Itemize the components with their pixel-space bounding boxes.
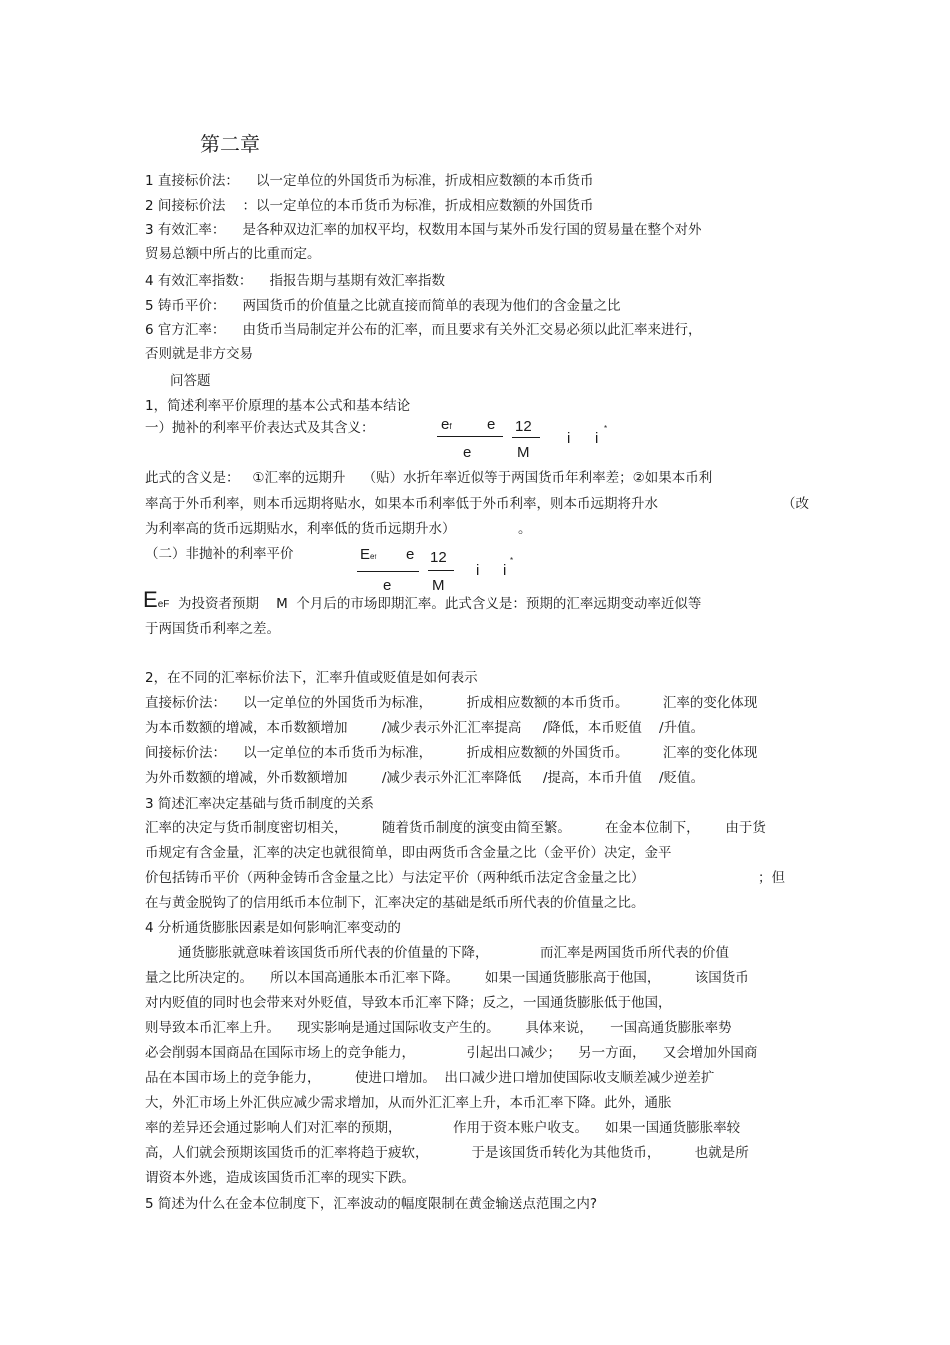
definition-effective-rate: 3 有效汇率： 是各种双边汇率的加权平均，权数用本国与某外币发行国的贸易量在整个对外 [145,222,702,238]
answer-text: 汇率的决定与货币制度密切相关， 随着货币制度的演变由简至繁。 在金本位制下， 由于货 [145,820,766,836]
formula-term: 12 [430,549,447,566]
answer-text: 为利率高的货币远期贴水，利率低的货币远期升水） [145,521,456,537]
fraction-bar [437,436,503,437]
formula-term: e [463,444,472,461]
formula-term: M [432,577,445,594]
question-3: 3 简述汇率决定基础与货币制度的关系 [145,796,374,812]
question-4: 4 分析通货膨胀因素是如何影响汇率变动的 [145,920,401,936]
answer-text: 币规定有含金量，汇率的决定也就很简单，即由两货币含金量之比（金平价）决定，金平 [145,845,672,861]
answer-text: 必会削弱本国商品在国际市场上的竞争能力， 引起出口减少； 另一方面， 又会增加外国商 [145,1045,758,1061]
answer-text: 为投资者预期 M 个月后的市场即期汇率。此式含义是：预期的汇率远期变动率近似等 [178,596,702,612]
answer-text: 高，人们就会预期该国货币的汇率将趋于疲软， 于是该国货币转化为其他货币， 也就是所 [145,1145,749,1161]
answer-text: 于两国货币利率之差。 [145,621,280,637]
formula-term: e [487,416,496,433]
answer-text: 量之比所决定的。 所以本国高通胀本币汇率下降。 如果一国通货膨胀高于他国， 该国货币 [145,970,749,986]
definition-effective-index: 4 有效汇率指数： 指报告期与基期有效汇率指数 [145,273,446,289]
expected-rate-symbol: EeF [143,587,170,612]
definition-official-rate-cont: 否则就是非方交易 [145,346,253,362]
formula-term: * [510,556,514,565]
answer-text: ；但 [758,870,785,886]
answer-text: 直接标价法： 以一定单位的外国货币为标准， 折成相应数额的本币货币。 汇率的变化体现 [145,695,758,711]
answer-text: 价包括铸币平价（两种金铸币含金量之比）与法定平价（两种纸币法定含金量之比） [145,870,645,886]
formula-term: e [383,577,392,594]
formula-term: i [476,562,480,579]
answer-text: 率高于外币利率，则本币远期将贴水，如果本币利率低于外币利率，则本币远期将升水 [145,496,658,512]
answer-text: 。 [518,521,532,537]
question-1: 1，简述利率平价原理的基本公式和基本结论 [145,398,411,414]
formula-term: ef [441,416,452,433]
formula-term: 12 [515,418,532,435]
fraction-bar [428,570,454,571]
answer-text: 谓资本外逃，造成该国货币汇率的现实下跌。 [145,1170,415,1186]
definition-indirect-quotation: 2 间接标价法 ：以一定单位的本币货币为标准，折成相应数额的外国货币 [145,198,594,214]
answer-text: 对内贬值的同时也会带来对外贬值，导致本币汇率下降；反之，一国通货膨胀低于他国， [145,995,672,1011]
question-5: 5 简述为什么在金本位制度下，汇率波动的幅度限制在黄金输送点范围之内? [145,1196,598,1212]
formula-term: i [503,562,507,579]
section-heading-qa: 问答题 [170,373,211,389]
uncovered-parity-heading: （二）非抛补的利率平价 [145,546,294,562]
answer-text: （改 [782,496,809,512]
formula-term: i [567,430,571,447]
definition-official-rate: 6 官方汇率： 由货币当局制定并公布的汇率，而且要求有关外汇交易必须以此汇率来进行， [145,322,702,338]
formula-term: M [517,444,530,461]
answer-text: 为外币数额的增减，外币数额增加 /减少表示外汇汇率降低 /提高，本币升值 /贬值。 [145,770,705,786]
answer-text: 在与黄金脱钩了的信用纸币本位制下，汇率决定的基础是纸币所代表的价值量之比。 [145,895,645,911]
fraction-bar [512,437,540,438]
question-2: 2，在不同的汇率标价法下，汇率升值或贬值是如何表示 [145,670,478,686]
formula-term: Eef [360,546,377,563]
answer-text: 大，外汇市场上外汇供应减少需求增加，从而外汇汇率上升，本币汇率下降。此外，通胀 [145,1095,672,1111]
fraction-bar [357,571,419,572]
answer-text: 品在本国市场上的竞争能力， 使进口增加。 出口减少进口增加使国际收支顺差减少逆差扩 [145,1070,715,1086]
definition-mint-parity: 5 铸币平价： 两国货币的价值量之比就直接而简单的表现为他们的含金量之比 [145,298,621,314]
formula-term: * [604,424,608,433]
formula-term: i [595,430,599,447]
chapter-title: 第二章 [200,132,260,156]
answer-text: 率的差异还会通过影响人们对汇率的预期， 作用于资本账户收支。 如果一国通货膨胀率较 [145,1120,741,1136]
answer-text: 则导致本币汇率上升。 现实影响是通过国际收支产生的。 具体来说， 一国高通货膨胀率势 [145,1020,732,1036]
answer-text: 间接标价法： 以一定单位的本币货币为标准， 折成相应数额的外国货币。 汇率的变化体现 [145,745,758,761]
covered-parity-heading: 一）抛补的利率平价表达式及其含义： [145,420,375,436]
formula-term: e [406,546,415,563]
definition-direct-quotation: 1 直接标价法： 以一定单位的外国货币为标准，折成相应数额的本币货币 [145,173,594,189]
definition-effective-rate-cont: 贸易总额中所占的比重而定。 [145,246,321,262]
answer-text: 通货膨胀就意味着该国货币所代表的价值量的下降， 而汇率是两国货币所代表的价值 [178,945,729,961]
answer-text: 此式的含义是： ①汇率的远期升 （贴）水折年率近似等于两国货币年利率差；②如果本币利 [145,470,713,486]
answer-text: 为本币数额的增减，本币数额增加 /减少表示外汇汇率提高 /降低，本币贬值 /升值。 [145,720,705,736]
